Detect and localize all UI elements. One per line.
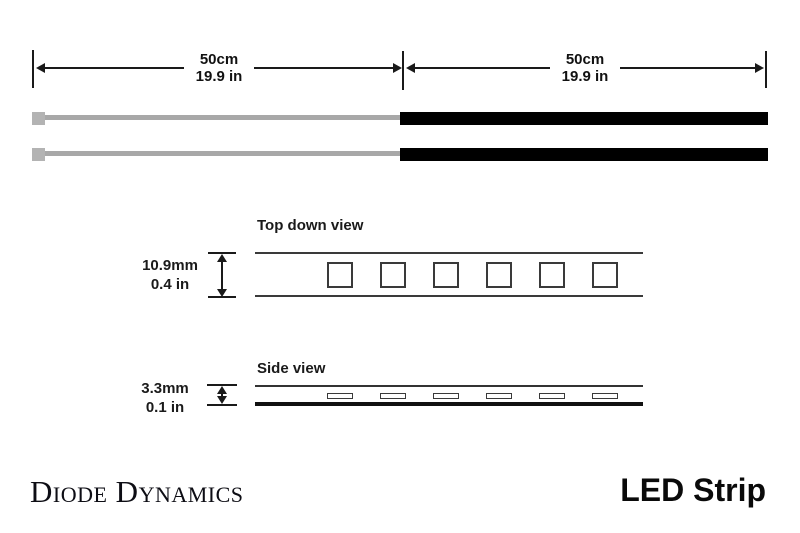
dimension-tick-right [765, 51, 767, 88]
wire-connector [32, 148, 45, 161]
dimension-line [620, 67, 755, 69]
wire-connector [32, 112, 45, 125]
arrowhead-right-icon [393, 63, 402, 73]
height-dimension-arrow [214, 386, 230, 404]
led-chip [380, 262, 406, 288]
led-chip [486, 262, 512, 288]
dimension-tick-left [32, 50, 34, 88]
led-chip [592, 262, 618, 288]
arrowhead-down-icon [217, 289, 227, 297]
dimension-tick-middle [402, 51, 404, 90]
height-dimension-label [115, 379, 215, 417]
arrowhead-right-icon [755, 63, 764, 73]
length-dimension-left [36, 51, 402, 85]
width-imperial: 0.4 in [150, 276, 190, 293]
width-metric: 10.9mm [142, 257, 198, 274]
led-chip [327, 393, 353, 399]
length-dimension-right-label [550, 51, 621, 85]
length-imperial: 19.9 in [561, 68, 609, 85]
side-led-row [327, 393, 618, 399]
length-dimension-right [406, 51, 764, 85]
led-strip-bottom [400, 148, 768, 161]
strip-outline-bottom [255, 295, 643, 297]
dimension-line [45, 67, 184, 69]
top-down-led-row [327, 262, 618, 288]
led-chip [433, 393, 459, 399]
length-metric: 50cm [199, 51, 239, 68]
led-chip [592, 393, 618, 399]
dimension-line [221, 260, 223, 291]
product-title: LED Strip [620, 472, 766, 508]
arrowhead-left-icon [406, 63, 415, 73]
led-chip [327, 262, 353, 288]
lead-wire [45, 151, 400, 156]
dimension-line [415, 67, 550, 69]
arrowhead-down-icon [217, 396, 227, 404]
brand-logo: Diode Dynamics [30, 474, 244, 509]
length-metric: 50cm [565, 51, 605, 68]
top-down-view-label: Top down view [257, 217, 364, 234]
arrowhead-left-icon [36, 63, 45, 73]
led-chip [380, 393, 406, 399]
side-outline-top [255, 385, 643, 387]
height-imperial: 0.1 in [145, 399, 185, 416]
dimension-line [254, 67, 393, 69]
side-outline-bottom [255, 402, 643, 406]
width-dimension-label [120, 256, 220, 294]
led-chip [539, 393, 565, 399]
side-view-label: Side view [257, 360, 326, 377]
led-chip [433, 262, 459, 288]
length-imperial: 19.9 in [195, 68, 243, 85]
led-chip [539, 262, 565, 288]
strip-outline-top [255, 252, 643, 254]
width-dimension-arrow [214, 254, 230, 297]
led-chip [486, 393, 512, 399]
height-metric: 3.3mm [141, 380, 189, 397]
dimension-cap-bottom [207, 404, 237, 406]
lead-wire [45, 115, 400, 120]
length-dimension-left-label [184, 51, 255, 85]
led-strip-top [400, 112, 768, 125]
